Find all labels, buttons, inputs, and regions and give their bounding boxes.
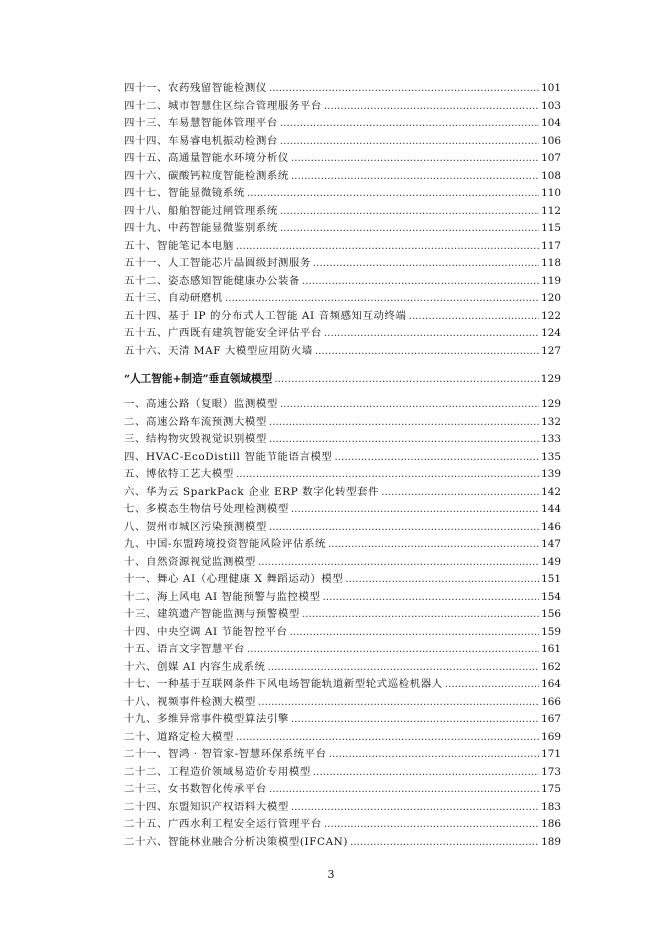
toc-entry-page: 162 xyxy=(541,660,561,673)
dot-leader xyxy=(345,571,539,589)
toc-entry-page: 119 xyxy=(541,274,561,287)
toc-entry-title: 十八、视频事件检测大模型 xyxy=(124,695,256,708)
toc-entry[interactable] xyxy=(124,255,561,273)
toc-entry-page: 154 xyxy=(541,590,561,603)
dot-leader xyxy=(381,484,539,502)
toc-entry[interactable] xyxy=(124,325,561,343)
toc-entry-page: 132 xyxy=(541,415,561,428)
toc-section-heading[interactable] xyxy=(124,368,561,390)
dot-leader xyxy=(274,368,539,390)
toc-entry-title: 十一、舞心 AI（心理健康 X 舞蹈运动）模型 xyxy=(124,573,344,585)
toc-entry-page: 101 xyxy=(541,82,561,94)
toc-entry-page: 135 xyxy=(541,450,561,463)
dot-leader xyxy=(280,203,539,221)
toc-entry-page: 129 xyxy=(541,398,561,410)
dot-leader xyxy=(269,781,539,799)
dot-leader xyxy=(269,80,539,98)
toc-entry[interactable] xyxy=(124,220,561,238)
dot-leader xyxy=(268,659,540,677)
toc-entry-title: 四十四、车易睿电机振动检测台 xyxy=(124,134,278,147)
dot-leader xyxy=(328,536,539,554)
toc-entry-title: 九、中国-东盟跨境投资智能风险评估系统 xyxy=(124,538,326,550)
toc-entry[interactable] xyxy=(124,290,561,308)
toc-entry[interactable] xyxy=(124,711,561,729)
toc-entry-title: 十二、海上风电 AI 智能预警与监控模型 xyxy=(124,590,321,603)
toc-entry-title: 十九、多维异常事件模型算法引擎 xyxy=(124,713,289,725)
toc-entry-page: 189 xyxy=(541,835,561,848)
toc-entry[interactable] xyxy=(124,589,561,607)
dot-leader xyxy=(350,834,539,852)
toc-entry[interactable] xyxy=(124,80,561,98)
toc-entry[interactable] xyxy=(124,431,561,449)
toc-entry-page: 164 xyxy=(541,678,561,690)
dot-leader xyxy=(324,98,539,116)
toc-entry-page: 167 xyxy=(541,713,561,725)
toc-entry-title: 四十一、农药残留智能检测仪 xyxy=(124,82,267,94)
toc-entry-title: 八、贺州市城区污染预测模型 xyxy=(124,520,267,533)
toc-entry[interactable] xyxy=(124,98,561,116)
toc-entry[interactable] xyxy=(124,238,561,256)
toc-entry-title: 四十二、城市智慧住区综合管理服务平台 xyxy=(124,99,322,112)
dot-leader xyxy=(280,133,539,151)
toc-entry[interactable] xyxy=(124,746,561,764)
toc-group-products xyxy=(124,80,561,360)
toc-entry-page: 118 xyxy=(541,257,561,269)
table-of-contents xyxy=(124,80,561,851)
toc-entry[interactable] xyxy=(124,624,561,642)
dot-leader xyxy=(269,431,539,449)
toc-entry-page: 133 xyxy=(541,433,561,445)
toc-entry[interactable] xyxy=(124,676,561,694)
toc-entry[interactable] xyxy=(124,185,561,203)
dot-leader xyxy=(258,554,539,572)
toc-entry-page: 117 xyxy=(541,239,561,252)
dot-leader xyxy=(302,606,539,624)
toc-entry-page: 112 xyxy=(541,204,561,217)
dot-leader xyxy=(409,308,540,326)
toc-entry-page: 156 xyxy=(541,608,561,620)
toc-entry-title: 二十三、女书数智化传承平台 xyxy=(124,783,267,795)
toc-entry[interactable] xyxy=(124,519,561,537)
toc-entry[interactable] xyxy=(124,414,561,432)
toc-entry-title: 六、华为云 SparkPack 企业 ERP 数字化转型套件 xyxy=(124,485,380,498)
toc-entry-page: 161 xyxy=(541,643,561,655)
toc-entry-title: 四十九、中药智能显微鉴别系统 xyxy=(124,222,278,234)
toc-entry[interactable] xyxy=(124,764,561,782)
toc-entry[interactable] xyxy=(124,554,561,572)
dot-leader xyxy=(313,764,539,782)
toc-entry[interactable] xyxy=(124,571,561,589)
toc-entry[interactable] xyxy=(124,115,561,133)
toc-entry[interactable] xyxy=(124,150,561,168)
dot-leader xyxy=(291,501,539,519)
toc-entry-title: 四十三、车易慧智能体管理平台 xyxy=(124,117,278,129)
toc-entry-title: 二十六、智能林业融合分析决策模型(IFCAN) xyxy=(124,835,349,848)
toc-entry-page: 139 xyxy=(541,468,561,480)
dot-leader xyxy=(291,711,539,729)
dot-leader xyxy=(291,799,539,817)
dot-leader xyxy=(302,273,539,291)
dot-leader xyxy=(236,729,539,747)
toc-entry[interactable] xyxy=(124,343,561,361)
toc-entry[interactable] xyxy=(124,203,561,221)
toc-entry-page: 149 xyxy=(541,555,561,568)
dot-leader xyxy=(225,290,539,308)
toc-entry[interactable] xyxy=(124,641,561,659)
toc-entry-title: 五、博依特工艺大模型 xyxy=(124,468,234,480)
toc-entry-title: 四十五、高通量智能水环境分析仪 xyxy=(124,152,289,164)
toc-entry[interactable] xyxy=(124,781,561,799)
toc-entry-page: 104 xyxy=(541,117,561,129)
toc-entry-title: 四十七、智能显微镜系统 xyxy=(124,187,245,199)
dot-leader xyxy=(290,624,540,642)
toc-entry-title: 四、HVAC-EcoDistill 智能节能语言模型 xyxy=(124,450,333,463)
dot-leader xyxy=(329,746,539,764)
toc-entry-title: 三、结构物灾毁视觉识别模型 xyxy=(124,433,267,445)
toc-entry-title: 七、多模态生物信号处理检测模型 xyxy=(124,503,289,515)
toc-entry[interactable] xyxy=(124,694,561,712)
toc-entry[interactable] xyxy=(124,799,561,817)
toc-entry[interactable] xyxy=(124,834,561,852)
dot-leader xyxy=(291,168,539,186)
toc-entry-page: 124 xyxy=(541,327,561,339)
toc-entry-page: 166 xyxy=(541,695,561,708)
toc-entry-title: 二十二、工程造价领域易造价专用模型 xyxy=(124,765,311,778)
toc-entry-title: 二十五、广西水利工程安全运行管理平台 xyxy=(124,818,322,830)
toc-entry-title: 四十八、船舶智能过闸管理系统 xyxy=(124,204,278,217)
toc-entry[interactable] xyxy=(124,659,561,677)
toc-entry-page: 127 xyxy=(541,344,561,357)
page-number: 3 xyxy=(327,868,335,881)
section-title: “人工智能+制造”垂直领域模型 xyxy=(124,373,273,385)
toc-group-models xyxy=(124,396,561,851)
toc-entry-title: 五十五、广西既有建筑智能安全评估平台 xyxy=(124,327,322,339)
toc-entry-page: 173 xyxy=(541,765,561,778)
toc-entry-title: 十、自然资源视觉监测模型 xyxy=(124,555,256,568)
toc-entry-title: 五十、智能笔记本电脑 xyxy=(124,239,234,252)
toc-entry[interactable] xyxy=(124,606,561,624)
dot-leader xyxy=(291,150,539,168)
toc-entry-page: 169 xyxy=(541,730,561,743)
dot-leader xyxy=(315,343,539,361)
dot-leader xyxy=(258,694,539,712)
dot-leader xyxy=(334,449,539,467)
dot-leader xyxy=(247,641,539,659)
toc-entry-title: 十四、中央空调 AI 节能智控平台 xyxy=(124,625,288,638)
dot-leader xyxy=(236,238,539,256)
toc-entry-title: 五十三、自动研磨机 xyxy=(124,292,223,304)
toc-entry-page: 146 xyxy=(541,520,561,533)
toc-entry-title: 五十六、天清 MAF 大模型应用防火墙 xyxy=(124,344,313,357)
toc-entry-page: 120 xyxy=(541,292,561,304)
toc-entry[interactable] xyxy=(124,536,561,554)
toc-entry[interactable] xyxy=(124,484,561,502)
toc-entry[interactable] xyxy=(124,133,561,151)
toc-entry[interactable] xyxy=(124,308,561,326)
toc-entry-page: 151 xyxy=(541,573,561,585)
toc-entry-page: 110 xyxy=(541,187,561,199)
dot-leader xyxy=(236,466,539,484)
dot-leader xyxy=(280,115,539,133)
toc-entry-page: 103 xyxy=(541,99,561,112)
toc-entry-page: 186 xyxy=(541,818,561,830)
toc-entry-page: 106 xyxy=(541,134,561,147)
section-page-number: 129 xyxy=(540,373,561,385)
dot-leader xyxy=(324,816,539,834)
toc-entry-title: 十六、创媒 AI 内容生成系统 xyxy=(124,660,266,673)
dot-leader xyxy=(269,414,539,432)
toc-entry[interactable] xyxy=(124,466,561,484)
toc-entry[interactable] xyxy=(124,816,561,834)
toc-entry-page: 183 xyxy=(541,800,561,813)
toc-entry-title: 二十一、智鸿 · 智管家-智慧环保系统平台 xyxy=(124,748,327,760)
toc-entry-title: 十三、建筑遗产智能监测与预警模型 xyxy=(124,608,300,620)
toc-entry-page: 171 xyxy=(541,748,561,760)
toc-entry[interactable] xyxy=(124,396,561,414)
toc-entry-title: 五十一、人工智能芯片晶圆级封测服务 xyxy=(124,257,311,269)
toc-entry-page: 175 xyxy=(541,783,561,795)
toc-entry-page: 122 xyxy=(541,309,561,322)
toc-entry-title: 十七、一种基于互联网条件下风电场智能轨道新型轮式巡检机器人 xyxy=(124,678,443,690)
toc-entry-title: 五十四、基于 IP 的分布式人工智能 AI 音频感知互动终端 xyxy=(124,309,407,322)
dot-leader xyxy=(313,255,539,273)
toc-entry-title: 十五、语言文字智慧平台 xyxy=(124,643,245,655)
dot-leader xyxy=(445,676,539,694)
toc-entry-title: 一、高速公路（复眼）监测模型 xyxy=(124,398,278,410)
toc-entry-page: 108 xyxy=(541,169,561,182)
toc-entry[interactable] xyxy=(124,501,561,519)
toc-entry-title: 二、高速公路车流预测大模型 xyxy=(124,415,267,428)
toc-entry-title: 二十、道路定检大模型 xyxy=(124,730,234,743)
dot-leader xyxy=(322,589,539,607)
toc-entry-page: 142 xyxy=(541,485,561,498)
toc-entry-title: 二十四、东盟知识产权语料大模型 xyxy=(124,800,289,813)
dot-leader xyxy=(280,220,539,238)
dot-leader xyxy=(269,519,539,537)
toc-entry-page: 159 xyxy=(541,625,561,638)
toc-entry[interactable] xyxy=(124,729,561,747)
dot-leader xyxy=(247,185,539,203)
toc-entry-title: 四十六、碳酸钙粒度智能检测系统 xyxy=(124,169,289,182)
toc-entry-page: 144 xyxy=(541,503,561,515)
toc-entry[interactable] xyxy=(124,449,561,467)
toc-entry-page: 147 xyxy=(541,538,561,550)
toc-entry-page: 107 xyxy=(541,152,561,164)
toc-entry-title: 五十二、姿态感知智能健康办公装备 xyxy=(124,274,300,287)
dot-leader xyxy=(324,325,539,343)
dot-leader xyxy=(280,396,539,414)
toc-entry[interactable] xyxy=(124,273,561,291)
toc-entry[interactable] xyxy=(124,168,561,186)
toc-entry-page: 115 xyxy=(541,222,561,234)
